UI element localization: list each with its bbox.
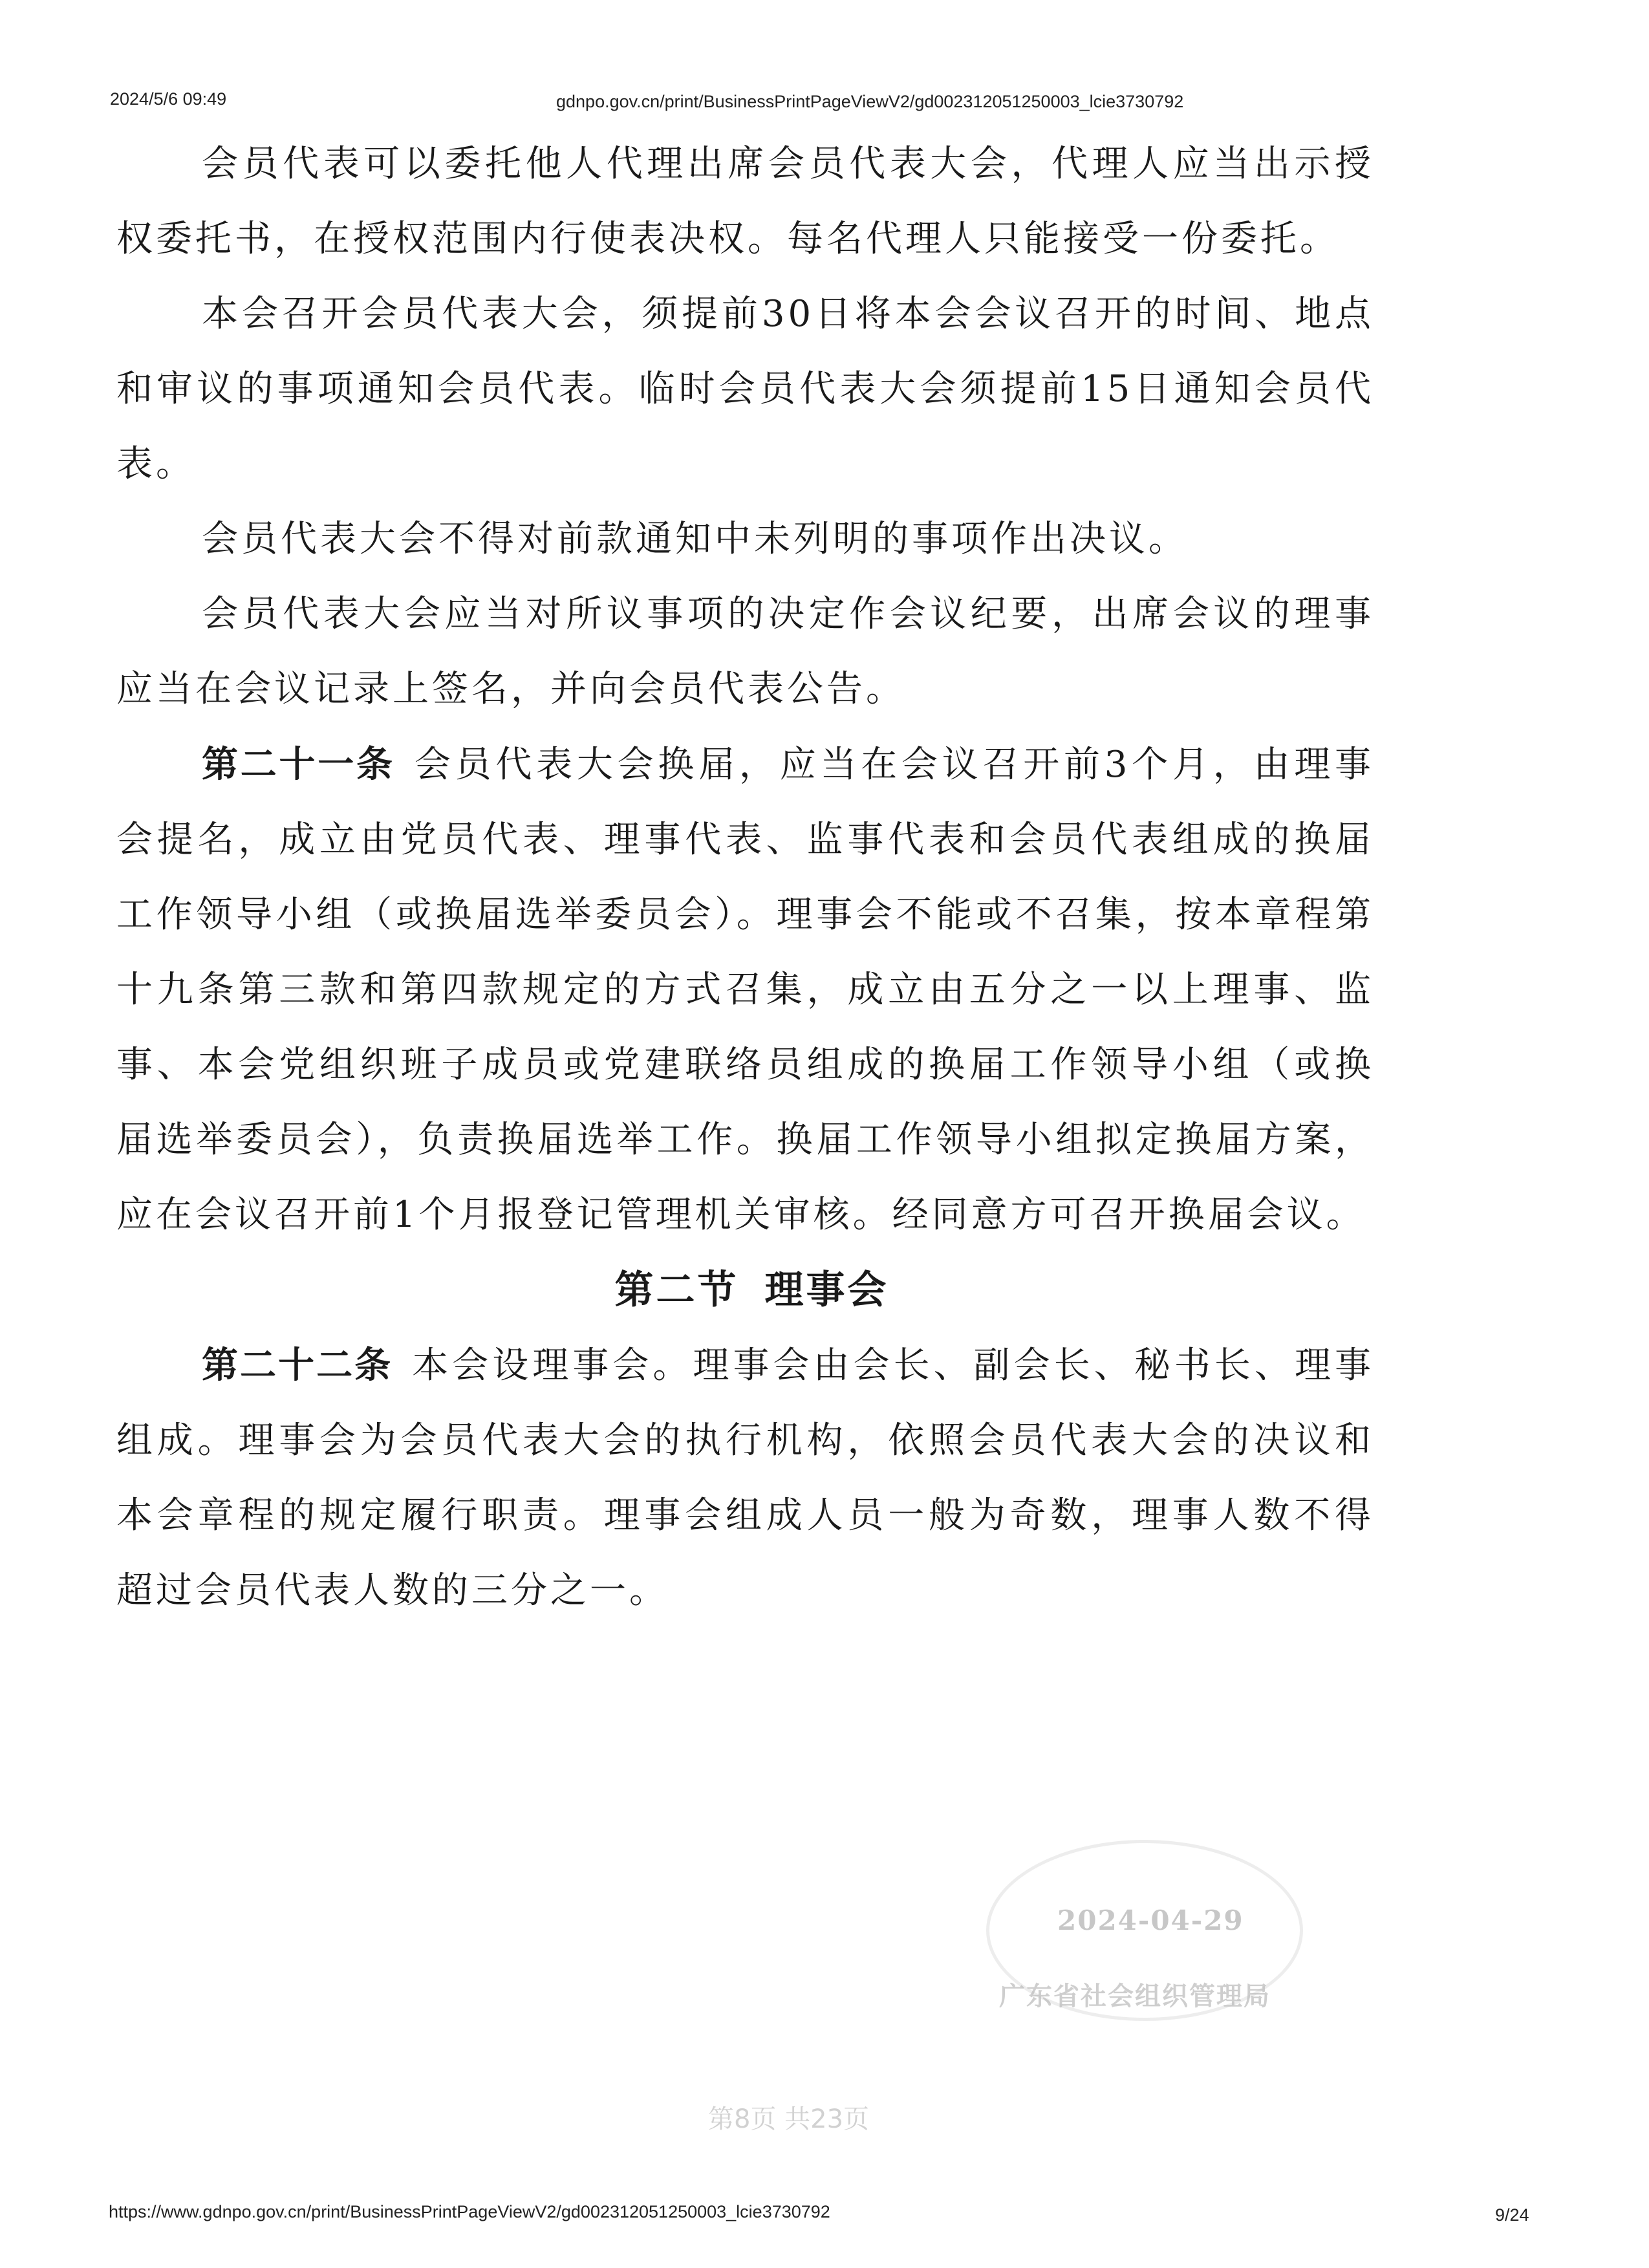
section-title bbox=[116, 1253, 1374, 1328]
stamp-date: 2024-04-29 bbox=[1057, 1905, 1244, 1936]
print-datetime: 2024/5/6 09:49 bbox=[110, 89, 227, 109]
print-footer-url: https://www.gdnpo.gov.cn/print/BusinessPrintPageViewV2/gd002312051250003_lcie3730792 bbox=[109, 2202, 830, 2221]
article-number: 第二十一条 bbox=[202, 743, 395, 786]
paragraph-text: 本会召开会员代表大会，须提前30日将本会会议召开的时间、地点和审议的事项通知会员代表。临时会员代表大会须提前15日通知会员代表。 bbox=[116, 293, 1374, 485]
paragraph-minutes bbox=[116, 577, 1374, 727]
paragraph-no-resolution bbox=[116, 502, 1374, 577]
paragraph-text: 会员代表可以委托他人代理出席会员代表大会，代理人应当出示授权委托书，在授权范围内行使表决权。每名代理人只能接受一份委托。 bbox=[116, 143, 1374, 260]
section-name: 理事会 bbox=[764, 1268, 889, 1313]
article-text: 本会设理事会。理事会由会长、副会长、秘书长、理事组成。理事会为会员代表大会的执行机构，依照会员代表大会的决议和本会章程的规定履行职责。理事会组成人员一般为奇数，理事人数不得超过会员代表人数的三分之一。 bbox=[116, 1345, 1375, 1612]
paragraph-text: 会员代表大会应当对所议事项的决定作会议纪要，出席会议的理事应当在会议记录上签名，并向会员代表公告。 bbox=[116, 593, 1374, 710]
article-number: 第二十二条 bbox=[202, 1344, 393, 1387]
print-header-url: gdnpo.gov.cn/print/BusinessPrintPageViewV2/gd002312051250003_lcie3730792 bbox=[556, 92, 1184, 111]
paragraph-notice bbox=[116, 277, 1374, 502]
document-body bbox=[116, 127, 1374, 1628]
section-number: 第二节 bbox=[614, 1268, 739, 1313]
print-page-number: 9/24 bbox=[1495, 2205, 1529, 2225]
inner-page-number: 第8页 共23页 bbox=[708, 2104, 870, 2134]
article-text: 会员代表大会换届，应当在会议召开前3个月，由理事会提名，成立由党员代表、理事代表、监事代表和会员代表组成的换届工作领导小组（或换届选举委员会）。理事会不能或不召集，按本章程第十九条第三款和第四款规定的方式召集，成立由五分之一以上理事、监事、本会党组织班子成员或党建联络员组成的换届工作领导小组（或换届选举委员会），负责换届选举工作。换届工作领导小组拟定换届方案，应在会议召开前1个月报登记管理机关审核。经同意方可召开换届会议。 bbox=[116, 744, 1375, 1236]
paragraph-proxy bbox=[116, 127, 1374, 277]
article-22 bbox=[116, 1328, 1374, 1628]
paragraph-text: 会员代表大会不得对前款通知中未列明的事项作出决议。 bbox=[202, 518, 1188, 560]
article-21 bbox=[116, 727, 1374, 1253]
stamp-organization: 广东省社会组织管理局 bbox=[999, 1981, 1271, 2011]
